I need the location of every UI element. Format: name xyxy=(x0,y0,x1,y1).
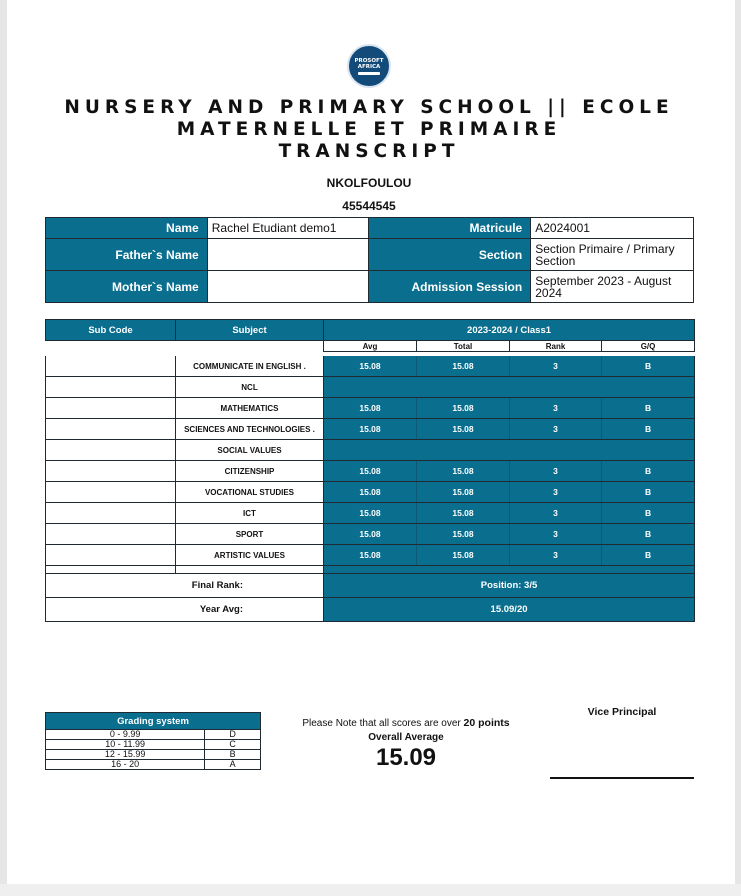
subject-avg: 15.08 xyxy=(324,461,417,482)
subject-total xyxy=(417,440,510,461)
subject-row xyxy=(46,503,695,524)
subject-name: SPORT xyxy=(176,524,324,545)
scores-note-text: Please Note that all scores are over xyxy=(302,718,464,729)
subject-code xyxy=(46,398,176,419)
subject-name: ICT xyxy=(176,503,324,524)
session-header: 2023-2024 / Class1 xyxy=(324,320,695,341)
page-right-margin xyxy=(735,0,741,896)
subject-row xyxy=(46,419,695,440)
filler-cell xyxy=(324,566,695,574)
school-location: NKOLFOULOU xyxy=(326,176,412,190)
logo-text-line2: AFRICA xyxy=(357,63,381,70)
year-avg-value: 15.09/20 xyxy=(324,598,695,622)
grading-row xyxy=(46,760,261,770)
subject-avg xyxy=(324,440,417,461)
subject-gq: B xyxy=(602,524,695,545)
subject-code xyxy=(46,503,176,524)
father-name-label: Father`s Name xyxy=(46,239,208,271)
subject-row xyxy=(46,377,695,398)
overall-average-label: Overall Average xyxy=(368,732,444,743)
final-rank-row xyxy=(46,574,695,598)
grading-row xyxy=(46,730,261,740)
year-avg-label: Year Avg: xyxy=(46,598,324,622)
filler-cell xyxy=(46,566,176,574)
grades-filler-row xyxy=(46,566,695,574)
subject-row xyxy=(46,545,695,566)
grading-letter: D xyxy=(205,730,261,740)
school-code: 45544545 xyxy=(342,199,396,213)
subject-gq xyxy=(602,377,695,398)
subject-gq: B xyxy=(602,461,695,482)
matricule-value: A2024001 xyxy=(531,218,694,239)
page-bottom-margin xyxy=(0,884,741,896)
grades-table xyxy=(45,319,695,622)
subject-rank: 3 xyxy=(510,503,602,524)
subject-avg: 15.08 xyxy=(324,545,417,566)
final-rank-value: Position: 3/5 xyxy=(324,574,695,598)
grading-range: 12 - 15.99 xyxy=(46,750,205,760)
subject-row xyxy=(46,482,695,503)
subject-code xyxy=(46,461,176,482)
grading-range: 0 - 9.99 xyxy=(46,730,205,740)
title-line-1: NURSERY AND PRIMARY SCHOOL || ECOLE xyxy=(64,97,674,118)
subject-name: NCL xyxy=(176,377,324,398)
subject-rank: 3 xyxy=(510,398,602,419)
subject-row xyxy=(46,461,695,482)
info-row xyxy=(46,271,694,303)
title-line-2: MATERNELLE ET PRIMAIRE xyxy=(176,119,562,140)
document-title xyxy=(46,97,692,163)
vice-principal-label: Vice Principal xyxy=(587,706,657,718)
section-value: Section Primaire / Primary Section xyxy=(531,239,694,271)
matricule-label: Matricule xyxy=(369,218,531,239)
grades-subheader-row xyxy=(46,341,695,352)
avg-header: Avg xyxy=(324,341,417,352)
mother-name-label: Mother`s Name xyxy=(46,271,208,303)
subject-total: 15.08 xyxy=(417,356,510,377)
subject-gq: B xyxy=(602,356,695,377)
subject-rank xyxy=(510,377,602,398)
subject-code xyxy=(46,440,176,461)
subject-rank: 3 xyxy=(510,524,602,545)
grading-letter: A xyxy=(205,760,261,770)
overall-average-value: 15.09 xyxy=(375,744,437,771)
grades-body xyxy=(46,356,695,566)
subject-name: VOCATIONAL STUDIES xyxy=(176,482,324,503)
subject-rank xyxy=(510,440,602,461)
school-logo xyxy=(347,44,391,88)
name-label: Name xyxy=(46,218,208,239)
subject-total: 15.08 xyxy=(417,419,510,440)
subject-gq: B xyxy=(602,419,695,440)
subject-total: 15.08 xyxy=(417,503,510,524)
subject-total: 15.08 xyxy=(417,545,510,566)
year-avg-row xyxy=(46,598,695,622)
grading-letter: B xyxy=(205,750,261,760)
subject-total: 15.08 xyxy=(417,398,510,419)
subject-rank: 3 xyxy=(510,482,602,503)
grading-range: 10 - 11.99 xyxy=(46,740,205,750)
final-rank-label: Final Rank: xyxy=(46,574,324,598)
section-label: Section xyxy=(369,239,531,271)
subject-name: MATHEMATICS xyxy=(176,398,324,419)
subject-name: CITIZENSHIP xyxy=(176,461,324,482)
rank-header: Rank xyxy=(510,341,602,352)
grades-header-row xyxy=(46,320,695,341)
subject-code xyxy=(46,545,176,566)
subject-gq xyxy=(602,440,695,461)
gq-header: G/Q xyxy=(602,341,695,352)
subject-avg: 15.08 xyxy=(324,398,417,419)
logo-text-line1: PROSOFT xyxy=(354,57,384,64)
subject-header: Subject xyxy=(176,320,324,341)
subject-total: 15.08 xyxy=(417,461,510,482)
subject-name: SCIENCES AND TECHNOLOGIES . xyxy=(176,419,324,440)
grading-system-table xyxy=(45,712,261,770)
signature-line xyxy=(550,777,694,779)
subheader-spacer xyxy=(176,341,324,352)
title-line-3: TRANSCRIPT xyxy=(278,141,460,162)
subject-row xyxy=(46,524,695,545)
subject-avg: 15.08 xyxy=(324,524,417,545)
total-header: Total xyxy=(417,341,510,352)
subject-rank: 3 xyxy=(510,356,602,377)
subject-avg: 15.08 xyxy=(324,503,417,524)
info-row xyxy=(46,218,694,239)
subject-avg xyxy=(324,377,417,398)
subject-gq: B xyxy=(602,545,695,566)
grading-row xyxy=(46,750,261,760)
admission-session-label: Admission Session xyxy=(369,271,531,303)
subject-total: 15.08 xyxy=(417,524,510,545)
subject-code xyxy=(46,524,176,545)
subject-row xyxy=(46,356,695,377)
subject-rank: 3 xyxy=(510,545,602,566)
subject-total: 15.08 xyxy=(417,482,510,503)
scores-note xyxy=(290,717,522,729)
student-info-table xyxy=(45,217,694,303)
subject-gq: B xyxy=(602,398,695,419)
subject-code xyxy=(46,356,176,377)
scores-note-points: 20 points xyxy=(463,717,510,729)
subject-gq: B xyxy=(602,482,695,503)
subject-rank: 3 xyxy=(510,461,602,482)
grading-range: 16 - 20 xyxy=(46,760,205,770)
grading-system-header xyxy=(46,713,261,730)
subject-code xyxy=(46,377,176,398)
grading-row xyxy=(46,740,261,750)
name-value: Rachel Etudiant demo1 xyxy=(207,218,369,239)
subject-gq: B xyxy=(602,503,695,524)
subject-name: ARTISTIC VALUES xyxy=(176,545,324,566)
subject-row xyxy=(46,398,695,419)
logo-bar xyxy=(358,72,380,75)
subject-code xyxy=(46,419,176,440)
subject-row xyxy=(46,440,695,461)
subject-total xyxy=(417,377,510,398)
page-left-margin xyxy=(0,0,7,896)
mother-name-value xyxy=(207,271,369,303)
sub-code-header: Sub Code xyxy=(46,320,176,341)
father-name-value xyxy=(207,239,369,271)
grading-letter: C xyxy=(205,740,261,750)
grading-system-title: Grading system xyxy=(46,713,261,730)
subject-avg: 15.08 xyxy=(324,482,417,503)
subject-code xyxy=(46,482,176,503)
subject-name: SOCIAL VALUES xyxy=(176,440,324,461)
admission-session-value: September 2023 - August 2024 xyxy=(531,271,694,303)
subject-avg: 15.08 xyxy=(324,356,417,377)
subject-avg: 15.08 xyxy=(324,419,417,440)
subheader-spacer xyxy=(46,341,176,352)
subject-rank: 3 xyxy=(510,419,602,440)
subject-name: COMMUNICATE IN ENGLISH . xyxy=(176,356,324,377)
filler-cell xyxy=(176,566,324,574)
info-row xyxy=(46,239,694,271)
